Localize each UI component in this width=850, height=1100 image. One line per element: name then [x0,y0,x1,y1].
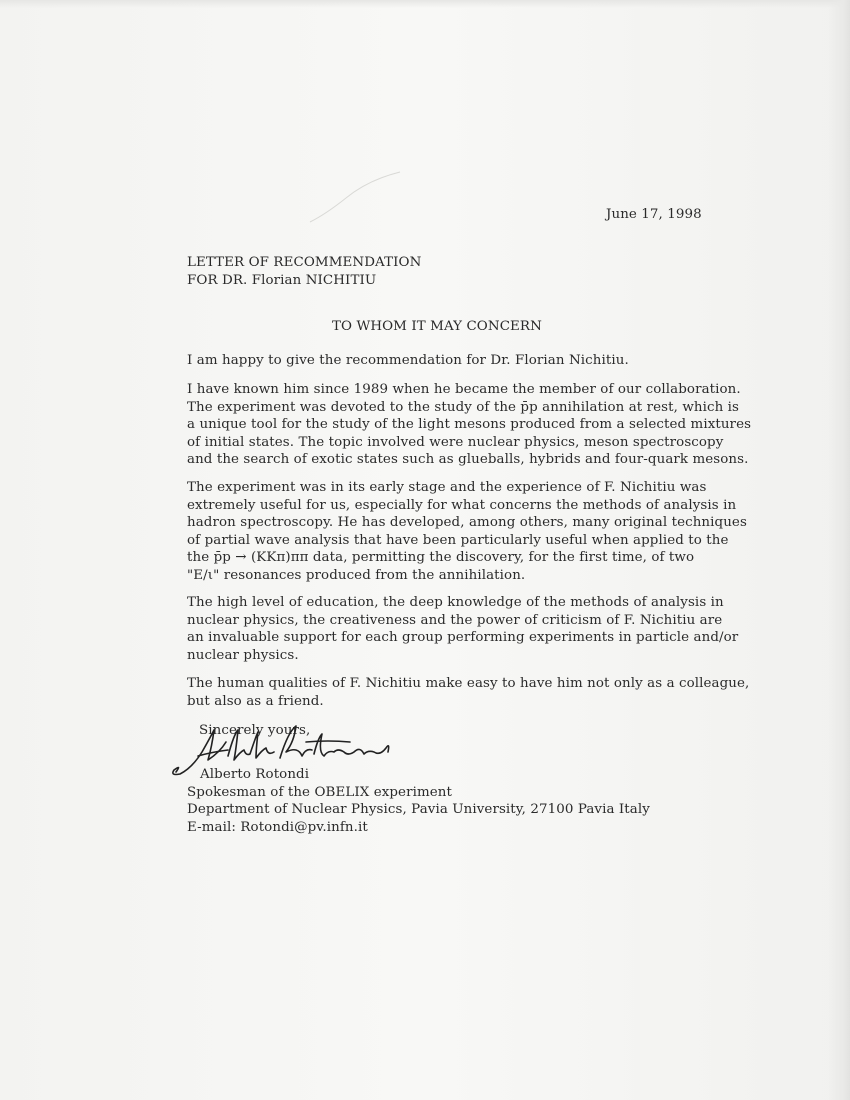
text-line: the p̄p → (KKπ)ππ data, permitting the discovery, for the first time, of two [187,550,695,566]
scan-edge-right [828,0,850,1100]
text-line: I am happy to give the recommendation for Dr. Florian Nichitiu. [187,353,629,368]
text-line: The high level of education, the deep knowledge of the methods of analysis in [187,595,724,610]
text-line: of initial states. The topic involved were nuclear physics, meson spectroscopy [187,434,724,450]
text-line: The experiment was devoted to the study of the p̄p annihilation at rest, which is [187,399,740,415]
scan-edge-top [0,0,850,8]
text-line: hadron spectroscopy. He has developed, among others, many original techniques [187,515,747,531]
paragraph-5 [187,675,750,710]
letter-date: June 17, 1998 [606,207,702,222]
signatory-name: Alberto Rotondi [200,767,310,782]
text-line: The human qualities of F. Nichitiu make easy to have him not only as a colleague, [187,676,750,691]
text-line: but also as a friend. [187,693,324,709]
signature-block [187,766,650,836]
letter-heading [187,254,421,289]
paragraph-1 [187,352,694,370]
text-line: "E/ι" resonances produced from the annihilation. [187,567,526,583]
scan-smudge [306,168,406,228]
signatory-email: E-mail: Rotondi@pv.infn.it [187,819,368,835]
heading-line: LETTER OF RECOMMENDATION [187,255,422,270]
text-line: an invaluable support for each group performing experiments in particle and/or [187,630,739,646]
text-line: nuclear physics. [187,647,299,663]
salutation: TO WHOM IT MAY CONCERN [332,319,542,334]
heading-line: FOR DR. Florian NICHITIU [187,272,377,288]
text-line: extremely useful for us, especially for what concerns the methods of analysis in [187,497,737,513]
paragraph-2 [187,381,752,469]
text-line: nuclear physics, the creativeness and the power of criticism of F. Nichitiu are [187,612,723,628]
closing: Sincerely yours, [199,723,311,738]
text-line: I have known him since 1989 when he became the member of our collaboration. [187,382,741,397]
text-line: The experiment was in its early stage and the experience of F. Nichitiu was [187,480,707,495]
text-line: and the search of exotic states such as glueballs, hybrids and four-quark mesons. [187,452,749,468]
paragraph-4 [187,594,739,664]
paragraph-3 [187,479,747,585]
text-line: a unique tool for the study of the light mesons produced from a selected mixtures [187,417,752,433]
text-line: of partial wave analysis that have been particularly useful when applied to the [187,532,729,548]
signatory-title: Spokesman of the OBELIX experiment [187,784,452,800]
signatory-department: Department of Nuclear Physics, Pavia University, 27100 Pavia Italy [187,802,650,818]
